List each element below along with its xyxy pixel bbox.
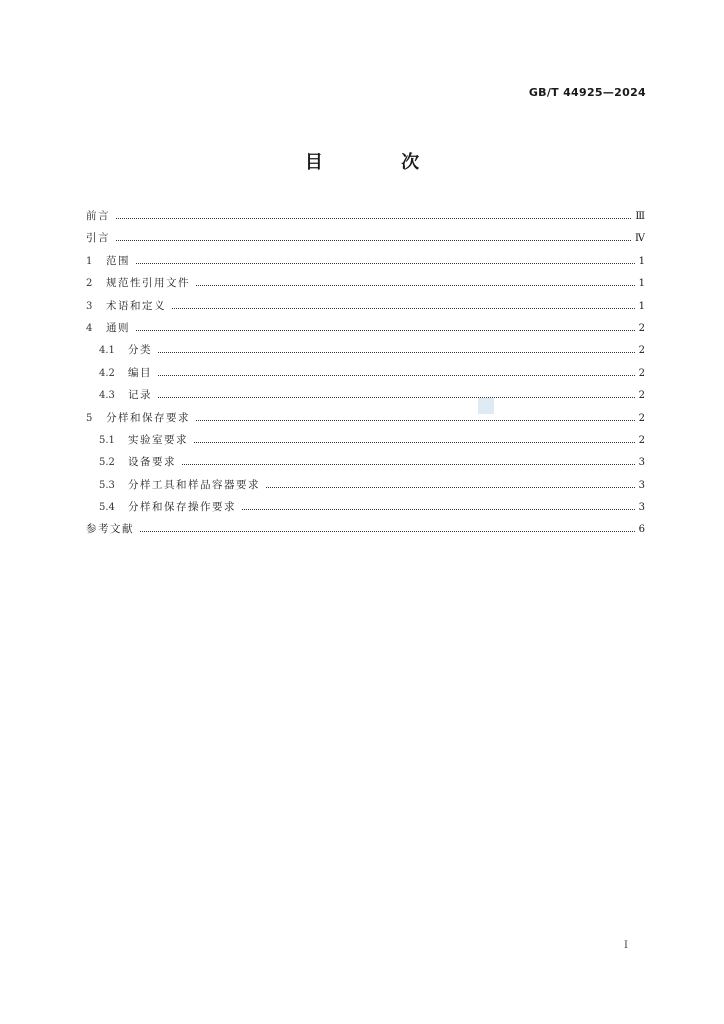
toc-entry[interactable] (86, 295, 645, 317)
standard-code: GB/T 44925—2024 (528, 86, 646, 99)
toc-entry-label: 设备要求 (128, 456, 176, 469)
toc-dot-leader (194, 442, 635, 443)
toc-entry-number: 5.2 (99, 457, 115, 469)
toc-entry[interactable] (86, 205, 645, 227)
toc-entry[interactable] (86, 474, 645, 496)
toc-entry[interactable] (86, 451, 645, 473)
toc-entry[interactable] (86, 317, 645, 339)
toc-entry-label: 通则 (106, 321, 130, 334)
toc-entry-page: 1 (638, 255, 645, 267)
toc-entry-number: 2 (86, 278, 93, 290)
table-of-contents (86, 205, 645, 541)
toc-entry[interactable] (86, 496, 645, 518)
toc-entry[interactable] (86, 339, 645, 361)
toc-dot-leader (172, 308, 635, 309)
toc-entry-label: 分样工具和样品容器要求 (128, 478, 260, 491)
toc-entry-page: 1 (638, 300, 645, 312)
toc-entry-number: 1 (86, 255, 93, 267)
toc-entry-label: 实验室要求 (128, 433, 188, 446)
toc-dot-leader (158, 375, 635, 376)
toc-dot-leader (196, 420, 635, 421)
toc-entry[interactable] (86, 250, 645, 272)
toc-entry-label: 分类 (128, 344, 152, 357)
toc-entry-label: 分样和保存要求 (106, 411, 190, 424)
toc-dot-leader (136, 263, 635, 264)
toc-entry-page: 2 (638, 345, 645, 357)
toc-entry-label: 范围 (106, 254, 130, 267)
toc-entry[interactable] (86, 407, 645, 429)
page-folio: I (624, 940, 628, 951)
toc-entry-page: 2 (638, 412, 645, 424)
toc-entry-label: 记录 (128, 389, 152, 402)
toc-entry-number: 5 (86, 412, 93, 424)
toc-entry-number: 4.1 (99, 345, 115, 357)
toc-dot-leader (158, 352, 635, 353)
toc-entry-page: Ⅳ (635, 233, 645, 245)
toc-entry-label: 编目 (128, 366, 152, 379)
toc-entry-page: 3 (638, 457, 645, 469)
toc-entry-label: 引言 (86, 232, 110, 245)
toc-entry[interactable] (86, 384, 645, 406)
toc-entry-number: 3 (86, 300, 93, 312)
toc-entry-page: 1 (638, 278, 645, 290)
toc-dot-leader (116, 218, 631, 219)
toc-entry-page: 3 (638, 479, 645, 491)
toc-dot-leader (140, 531, 635, 532)
toc-dot-leader (136, 330, 635, 331)
toc-dot-leader (182, 464, 635, 465)
toc-entry-number: 4.2 (99, 367, 115, 379)
toc-dot-leader (266, 487, 635, 488)
toc-entry-number: 5.1 (99, 434, 115, 446)
toc-entry-page: 2 (638, 367, 645, 379)
toc-entry[interactable] (86, 272, 645, 294)
toc-entry-label: 参考文献 (86, 523, 134, 536)
toc-entry-page: 2 (638, 390, 645, 402)
toc-entry-page: 2 (638, 322, 645, 334)
toc-dot-leader (196, 285, 635, 286)
toc-entry[interactable] (86, 227, 645, 249)
toc-entry-number: 4.3 (99, 390, 115, 402)
toc-entry-label: 术语和定义 (106, 299, 166, 312)
toc-entry-label: 规范性引用文件 (106, 277, 190, 290)
toc-dot-leader (158, 397, 635, 398)
toc-entry-page: Ⅲ (635, 211, 645, 222)
toc-entry-label: 分样和保存操作要求 (128, 501, 236, 514)
toc-entry-number: 4 (86, 322, 93, 334)
toc-dot-leader (116, 240, 631, 241)
toc-entry-page: 6 (638, 524, 645, 536)
toc-entry[interactable] (86, 518, 645, 540)
toc-entry-page: 3 (638, 502, 645, 514)
toc-entry-number: 5.3 (99, 479, 115, 491)
toc-entry[interactable] (86, 362, 645, 384)
page-title: 目 次 (304, 152, 456, 173)
toc-entry-label: 前言 (86, 210, 110, 222)
toc-entry-number: 5.4 (99, 502, 115, 514)
toc-dot-leader (242, 509, 635, 510)
toc-entry-page: 2 (638, 434, 645, 446)
toc-entry[interactable] (86, 429, 645, 451)
